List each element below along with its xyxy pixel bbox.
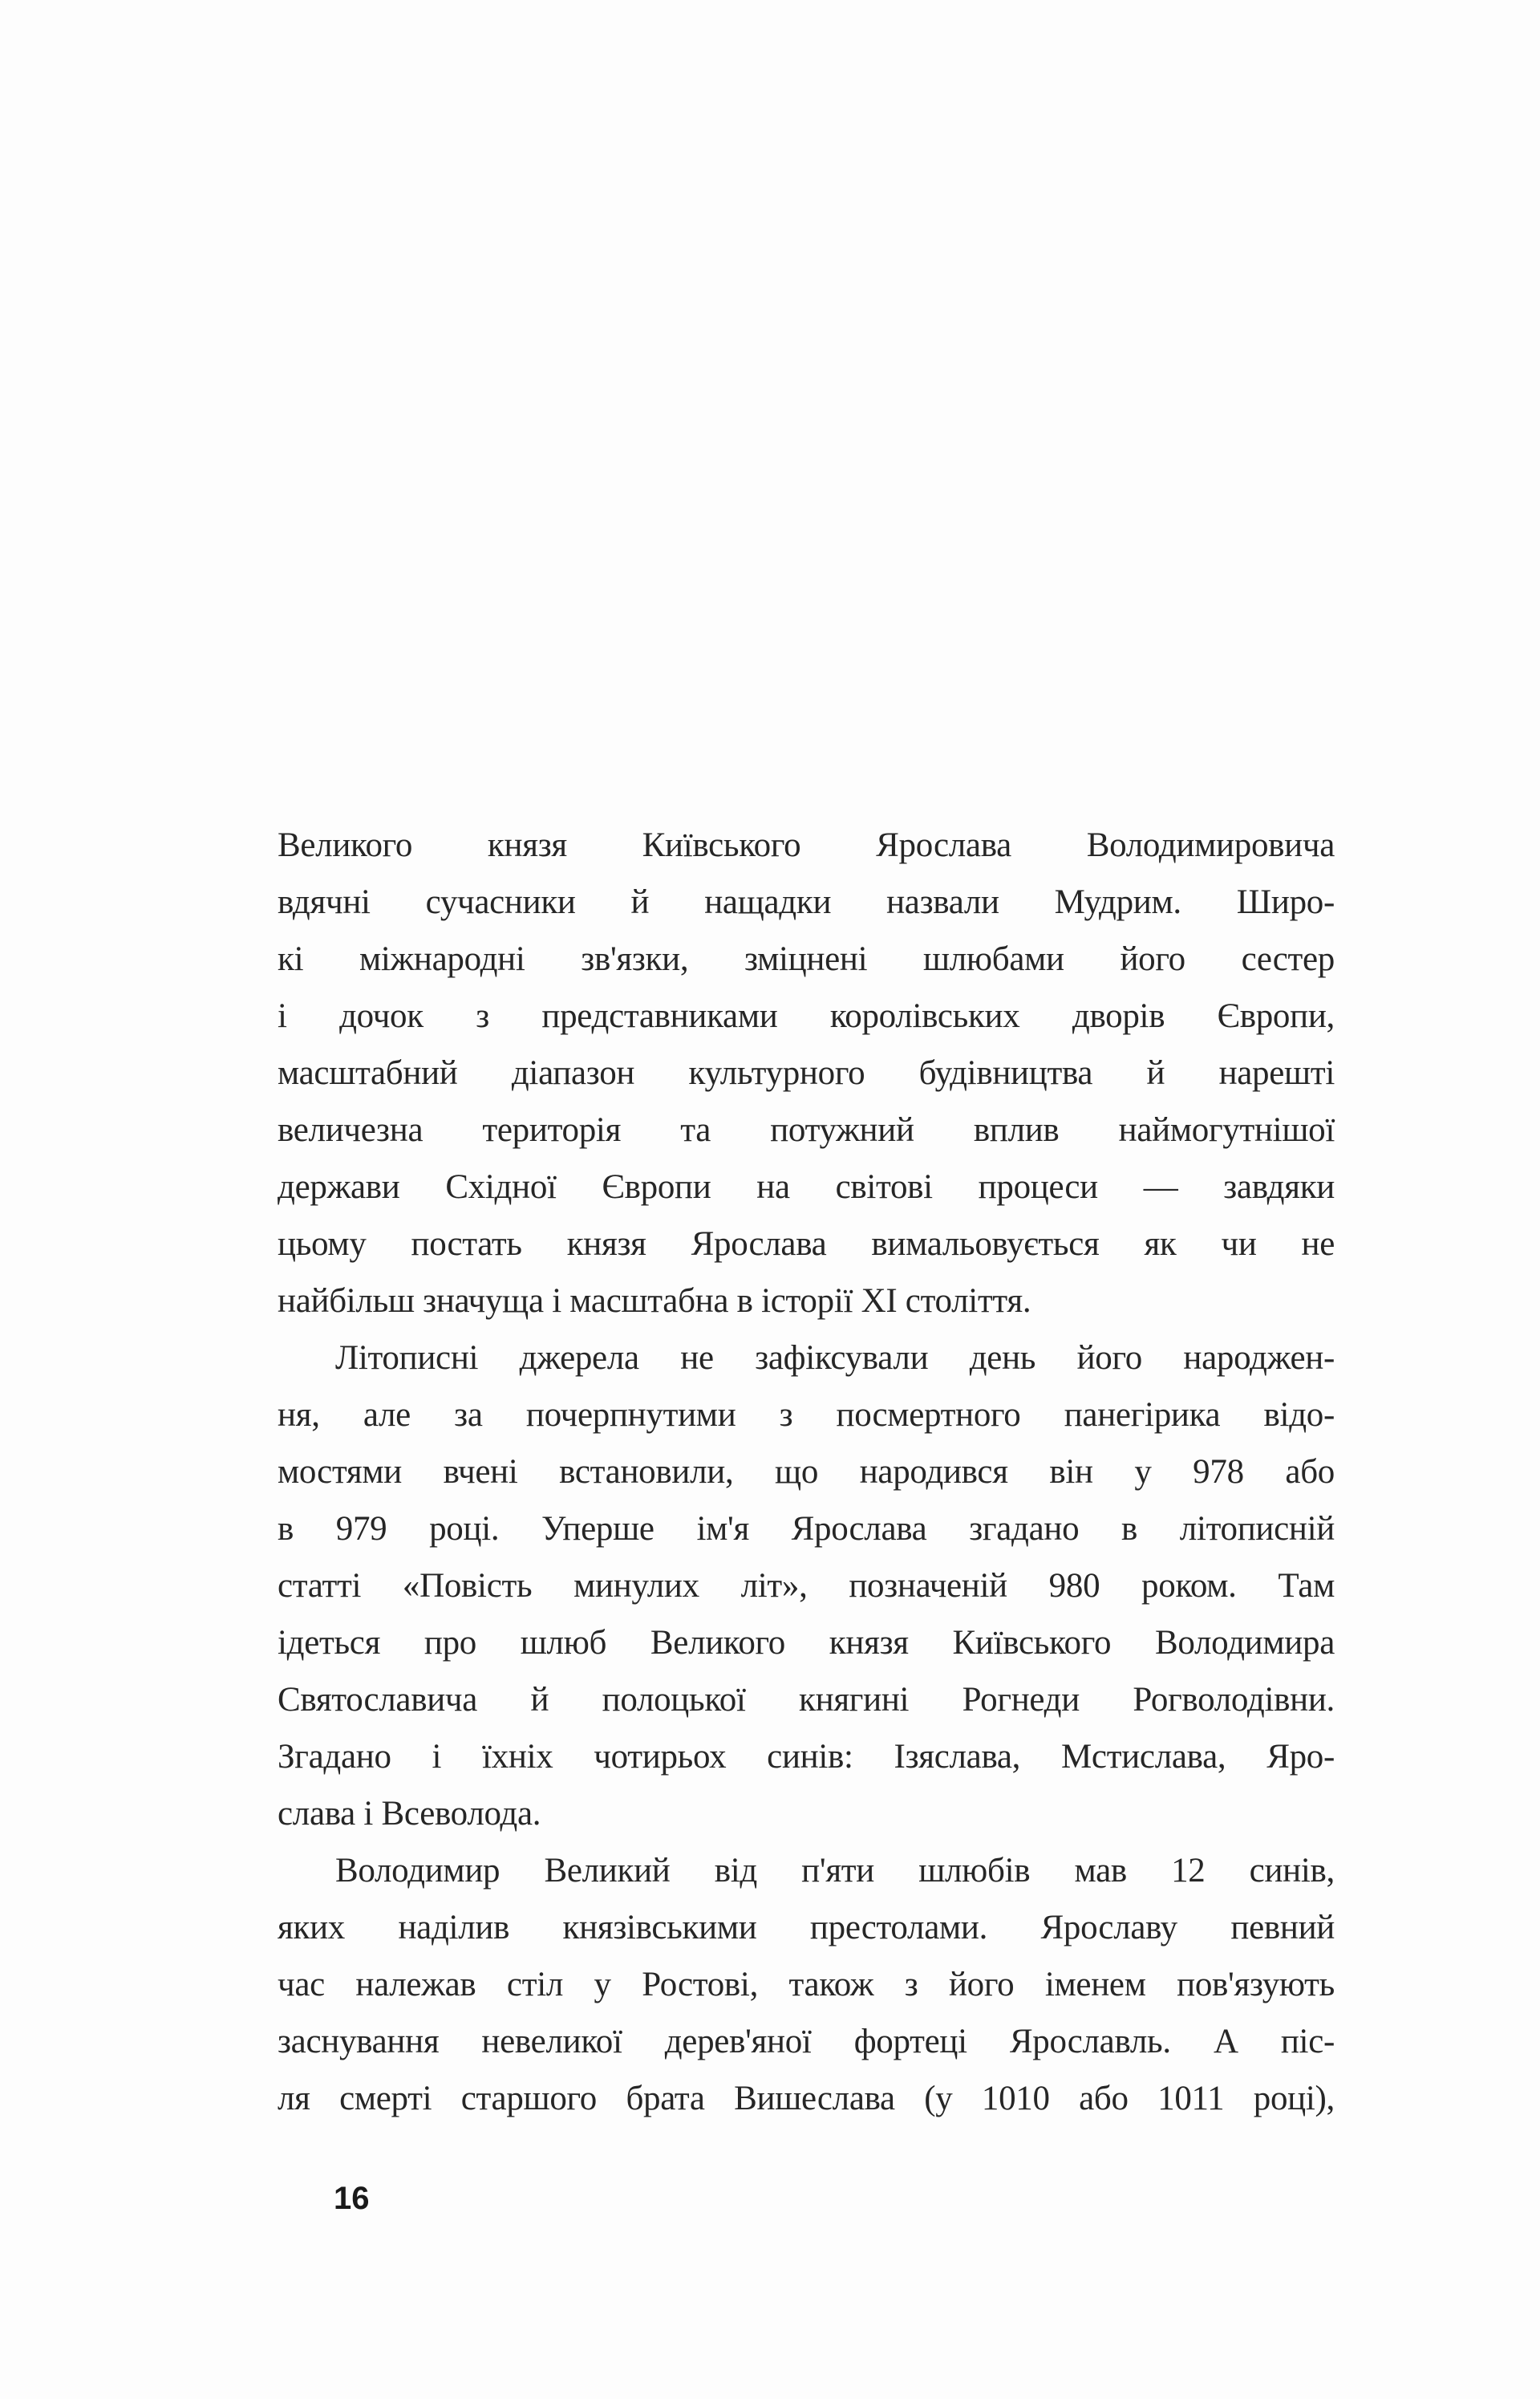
text-line: ідеться про шлюб Великого князя Київського Володимира: [278, 1624, 1335, 1662]
text-line: і дочок з представниками королівських дворів Європи,: [278, 997, 1335, 1035]
text-line: заснування невеликої дерев'яної фортеці Ярославль. А піс-: [278, 2023, 1335, 2060]
text-line: держави Східної Європи на світові процеси — завдяки: [278, 1168, 1335, 1206]
text-line: статті «Повість минулих літ», позначеній 980 роком. Там: [278, 1567, 1335, 1605]
text-line: Згадано і їхніх чотирьох синів: Ізяслава, Мстислава, Яро-: [278, 1738, 1335, 1776]
text-line: яких наділив князівськими престолами. Ярославу певний: [278, 1909, 1335, 1946]
text-line: цьому постать князя Ярослава вимальовується як чи не: [278, 1225, 1335, 1263]
text-line: в 979 році. Уперше ім'я Ярослава згадано в літописній: [278, 1510, 1335, 1548]
text-line: кі міжнародні зв'язки, зміцнені шлюбами його сестер: [278, 940, 1335, 978]
text-line: мостями вчені встановили, що народився він у 978 або: [278, 1453, 1335, 1491]
page-number: 16: [334, 2181, 370, 2216]
text-line: Літописні джерела не зафіксували день його народжен-: [335, 1339, 1335, 1377]
text-line: найбільш значуща і масштабна в історії XI століття.: [278, 1282, 1031, 1320]
paragraph: [278, 817, 1335, 1329]
paragraph: [278, 1329, 1335, 1842]
paragraph: [278, 1842, 1335, 2127]
text-line: ля смерті старшого брата Вишеслава (у 1010 або 1011 році),: [278, 2080, 1335, 2117]
text-line: величезна територія та потужний вплив наймогутнішої: [278, 1111, 1335, 1149]
text-line: Святославича й полоцької княгині Рогнеди Рогволодівни.: [278, 1681, 1335, 1719]
text-line: Великого князя Київського Ярослава Володимировича: [278, 826, 1335, 864]
text-line: масштабний діапазон культурного будівництва й нарешті: [278, 1054, 1335, 1092]
text-line: ня, але за почерпнутими з посмертного панегірика відо-: [278, 1396, 1335, 1434]
text-line: час належав стіл у Ростові, також з його іменем пов'язують: [278, 1966, 1335, 2003]
text-line: вдячні сучасники й нащадки назвали Мудрим. Широ-: [278, 883, 1335, 921]
text-line: слава і Всеволода.: [278, 1795, 541, 1833]
text-line: Володимир Великий від п'яти шлюбів мав 12 синів,: [335, 1852, 1335, 1890]
body-text: [278, 817, 1335, 2127]
